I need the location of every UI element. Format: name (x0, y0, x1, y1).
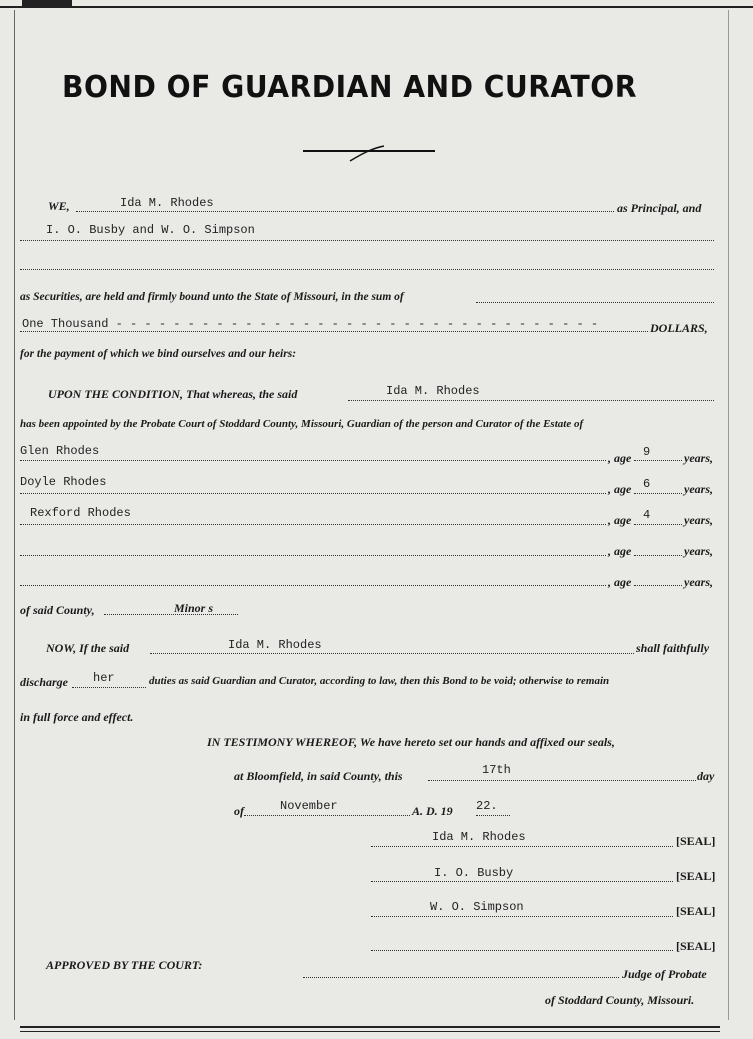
pronoun: her (93, 671, 115, 685)
ward-age: 6 (643, 477, 651, 491)
bottom-rule-1 (20, 1026, 720, 1028)
signature-line (371, 881, 673, 882)
years-label: years, (684, 513, 713, 527)
condition-text: UPON THE CONDITION, That whereas, the said (48, 387, 298, 401)
dollars-label: DOLLARS, (650, 321, 708, 335)
minors-line (104, 614, 238, 615)
of-label: of (234, 804, 244, 818)
seal-label: [SEAL] (676, 939, 716, 953)
bottom-rule-2 (20, 1031, 720, 1032)
condition-name: Ida M. Rhodes (386, 384, 480, 398)
signature-name: W. O. Simpson (430, 900, 524, 914)
year-line (476, 815, 510, 816)
condition-line (348, 400, 714, 401)
signature-name: Ida M. Rhodes (432, 830, 526, 844)
securities-line-2 (20, 269, 714, 270)
sum-line-short (476, 302, 714, 303)
ward-name: Glen Rhodes (20, 444, 100, 458)
age-label: , age (608, 575, 632, 589)
seal-label: [SEAL] (676, 904, 716, 918)
judge-label: Judge of Probate (622, 967, 707, 981)
signature-line (371, 916, 673, 917)
year-value: 22. (476, 799, 498, 813)
ward-line (20, 460, 606, 461)
securities-names: I. O. Busby and W. O. Simpson (46, 223, 255, 237)
document-title: BOND OF GUARDIAN AND CURATOR (62, 70, 637, 105)
age-label: , age (608, 544, 632, 558)
day-value: 17th (482, 763, 511, 777)
signature-line (371, 846, 673, 847)
discharge-label: discharge (20, 675, 68, 689)
top-border (0, 6, 753, 8)
testimony-text: IN TESTIMONY WHEREOF, We have hereto set our hands and affixed our seals, (207, 735, 615, 749)
payment-text: for the payment of which we bind ourselves and our heirs: (20, 348, 297, 360)
age-line (634, 585, 682, 586)
day-label: day (697, 769, 715, 783)
appointed-text: has been appointed by the Probate Court of Stoddard County, Missouri, Guardian of the person and Curator of the Estate of (20, 418, 584, 430)
left-edge-line (14, 10, 15, 1020)
sum-written: One Thousand - - - - - - - - - - - - - - - - - - - - - - - - - - - - - - - - - - (22, 317, 599, 331)
principal-name: Ida M. Rhodes (120, 196, 214, 210)
ad-label: A. D. 19 (412, 804, 453, 818)
full-force-text: in full force and effect. (20, 710, 134, 724)
now-line (150, 653, 634, 654)
ward-age: 9 (643, 445, 651, 459)
seal-label: [SEAL] (676, 834, 716, 848)
day-line (428, 780, 696, 781)
of-stoddard: of Stoddard County, Missouri. (545, 993, 695, 1007)
age-line (634, 524, 682, 525)
duties-text: duties as said Guardian and Curator, according to law, then this Bond to be void; otherwise to remain (149, 675, 610, 687)
age-line (634, 493, 682, 494)
age-label: , age (608, 513, 632, 527)
securities-line-1 (20, 240, 714, 241)
ward-line (20, 555, 606, 556)
ward-line (20, 524, 606, 525)
of-said-county: of said County, (20, 603, 95, 617)
ward-name: Doyle Rhodes (20, 475, 107, 489)
we-label: WE, (48, 199, 70, 213)
judge-line (303, 977, 619, 978)
years-label: years, (684, 482, 713, 496)
month-line (244, 815, 410, 816)
approved-text: APPROVED BY THE COURT: (46, 958, 203, 972)
years-label: years, (684, 451, 713, 465)
month-value: November (280, 799, 338, 813)
ward-age: 4 (643, 508, 651, 522)
now-text: NOW, If the said (46, 641, 130, 655)
as-principal-label: as Principal, and (617, 201, 702, 215)
title-flourish (348, 143, 388, 165)
sum-line (20, 331, 648, 332)
years-label: years, (684, 575, 713, 589)
age-line (634, 555, 682, 556)
pronoun-line (72, 687, 146, 688)
as-securities-text: as Securities, are held and firmly bound unto the State of Missouri, in the sum of (20, 291, 404, 303)
now-name: Ida M. Rhodes (228, 638, 322, 652)
seal-label: [SEAL] (676, 869, 716, 883)
ward-line (20, 493, 606, 494)
signature-name: I. O. Busby (434, 866, 514, 880)
age-line (634, 460, 682, 461)
years-label: years, (684, 544, 713, 558)
ward-line (20, 585, 606, 586)
age-label: , age (608, 451, 632, 465)
age-label: , age (608, 482, 632, 496)
principal-line (76, 211, 614, 212)
right-edge-line (728, 10, 729, 1020)
minors-label: Minor s (174, 601, 214, 615)
at-bloomfield: at Bloomfield, in said County, this (234, 769, 403, 783)
ward-name: Rexford Rhodes (30, 506, 131, 520)
signature-line (371, 950, 673, 951)
shall-faithfully: shall faithfully (636, 641, 710, 655)
top-border-mark (22, 0, 72, 6)
